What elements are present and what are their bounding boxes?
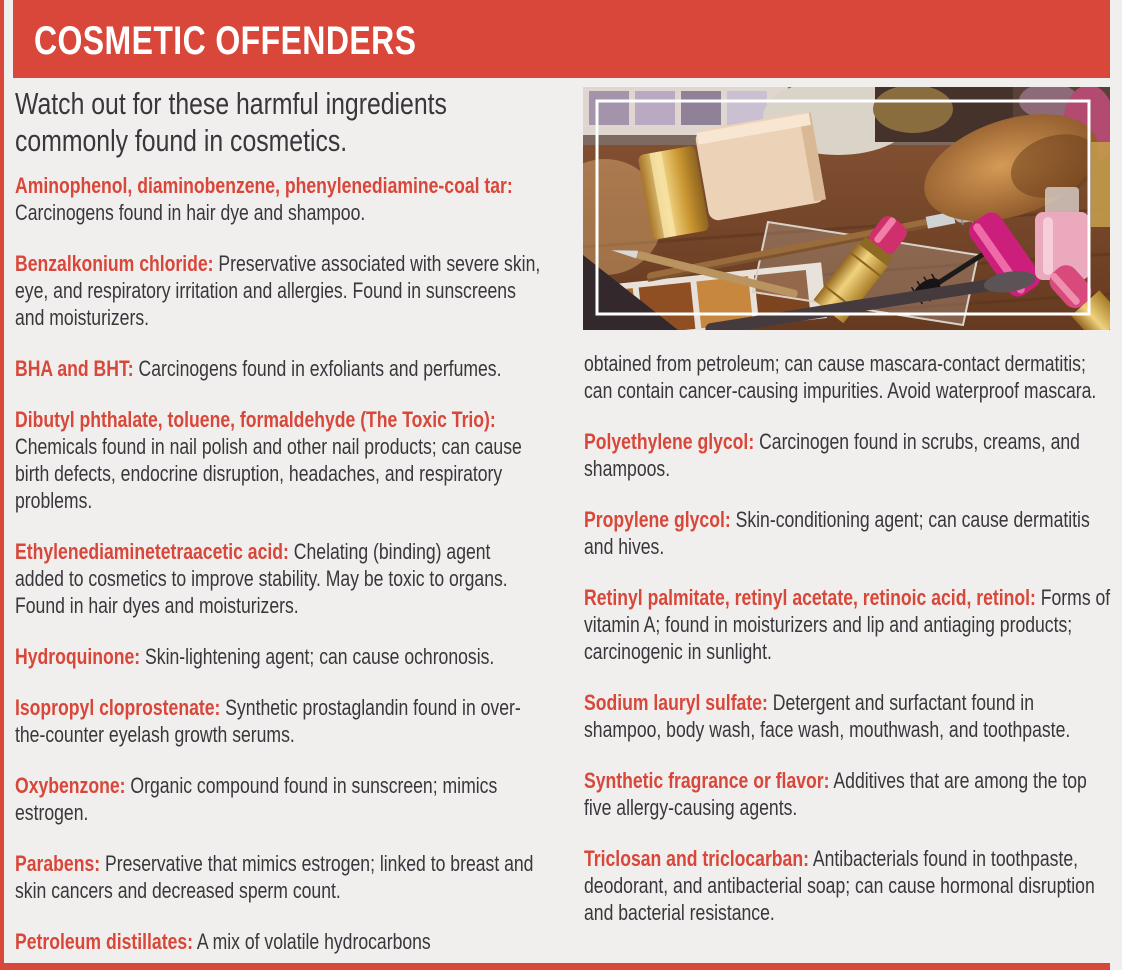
ingredient-term: Ethylenediaminetetraacetic acid: [15,539,289,564]
ingredient-description: obtained from petroleum; can cause mascara-contact dermatitis; can contain cancer-causing impurities. Avoid waterproof mascara. [584,351,1097,403]
ingredient-description: Carcinogen found in scrubs, creams, and shampoos. [584,429,1080,481]
ingredient-entry [15,928,543,955]
ingredient-term: Petroleum distillates: [15,929,194,954]
intro-text: Watch out for these harmful ingredients commonly found in cosmetics. [15,86,447,158]
ingredient-term: Propylene glycol: [584,507,731,532]
ingredient-entry [15,772,543,826]
cosmetics-photo [583,87,1110,330]
cosmetics-photo-illustration [583,87,1110,330]
ingredient-entry [15,250,543,331]
ingredient-description: Skin-lightening agent; can cause ochronosis. [140,644,495,669]
right-column [584,350,1112,926]
ingredient-description: Antibacterials found in toothpaste, deodorant, and antibacterial soap; can cause hormonal disruption and bacterial resistance. [584,846,1095,925]
bottom-border-accent [0,963,1110,970]
ingredient-description: Additives that are among the top five allergy-causing agents. [584,768,1087,820]
ingredient-entry [15,850,543,904]
header-bar [13,0,1110,78]
ingredient-term: Sodium lauryl sulfate: [584,690,768,715]
ingredient-entry-continuation [584,350,1112,404]
ingredient-description: Forms of vitamin A; found in moisturizers and lip and antiaging products; carcinogenic in sunlight. [584,585,1111,664]
ingredient-description: Preservative associated with severe skin, eye, and respiratory irritation and allergies. Found in sunscreens and moisturizers. [15,251,541,330]
ingredient-entry [584,845,1112,926]
ingredient-term: Dibutyl phthalate, toluene, formaldehyde (The Toxic Trio): [15,407,496,432]
ingredient-description: Carcinogens found in hair dye and shampoo. [15,200,366,225]
ingredient-term: BHA and BHT: [15,356,134,381]
ingredient-entry [15,643,543,670]
ingredient-term: Parabens: [15,851,101,876]
ingredient-entry [584,767,1112,821]
ingredient-entry [584,689,1112,743]
ingredient-entry [584,428,1112,482]
ingredient-term: Oxybenzone: [15,773,126,798]
ingredient-description: Skin-conditioning agent; can cause dermatitis and hives. [584,507,1090,559]
page-title: COSMETIC OFFENDERS [34,19,417,63]
ingredient-term: Hydroquinone: [15,644,141,669]
ingredient-entry [15,355,543,382]
ingredient-description: Preservative that mimics estrogen; linked to breast and skin cancers and decreased sperm count. [15,851,534,903]
left-border-accent [0,0,4,970]
ingredient-term: Triclosan and triclocarban: [584,846,809,871]
ingredient-entry [584,506,1112,560]
left-column [15,172,543,955]
ingredient-entry [15,406,543,514]
ingredient-description: Carcinogens found in exfoliants and perfumes. [133,356,502,381]
ingredient-description: Detergent and surfactant found in shampoo, body wash, face wash, mouthwash, and toothpaste. [584,690,1071,742]
ingredient-term: Aminophenol, diaminobenzene, phenylenediamine-coal tar: [15,173,513,198]
ingredient-entry [15,694,543,748]
ingredient-entry [15,538,543,619]
ingredient-term: Benzalkonium chloride: [15,251,214,276]
ingredient-description: Chelating (binding) agent added to cosmetics to improve stability. May be toxic to organs. Found in hair dyes and moisturizers. [15,539,508,618]
ingredient-term: Retinyl palmitate, retinyl acetate, retinoic acid, retinol: [584,585,1036,610]
ingredient-entry [15,172,543,226]
ingredient-term: Isopropyl cloprostenate: [15,695,221,720]
ingredient-description: Synthetic prostaglandin found in over-the-counter eyelash growth serums. [15,695,521,747]
ingredient-description: A mix of volatile hydrocarbons [193,929,431,954]
ingredient-term: Synthetic fragrance or flavor: [584,768,830,793]
ingredient-description: Organic compound found in sunscreen; mimics estrogen. [15,773,498,825]
ingredient-description: Chemicals found in nail polish and other nail products; can cause birth defects, endocrine disruption, headaches, and respiratory problems. [15,434,522,513]
ingredient-entry [584,584,1112,665]
ingredient-term: Polyethylene glycol: [584,429,755,454]
